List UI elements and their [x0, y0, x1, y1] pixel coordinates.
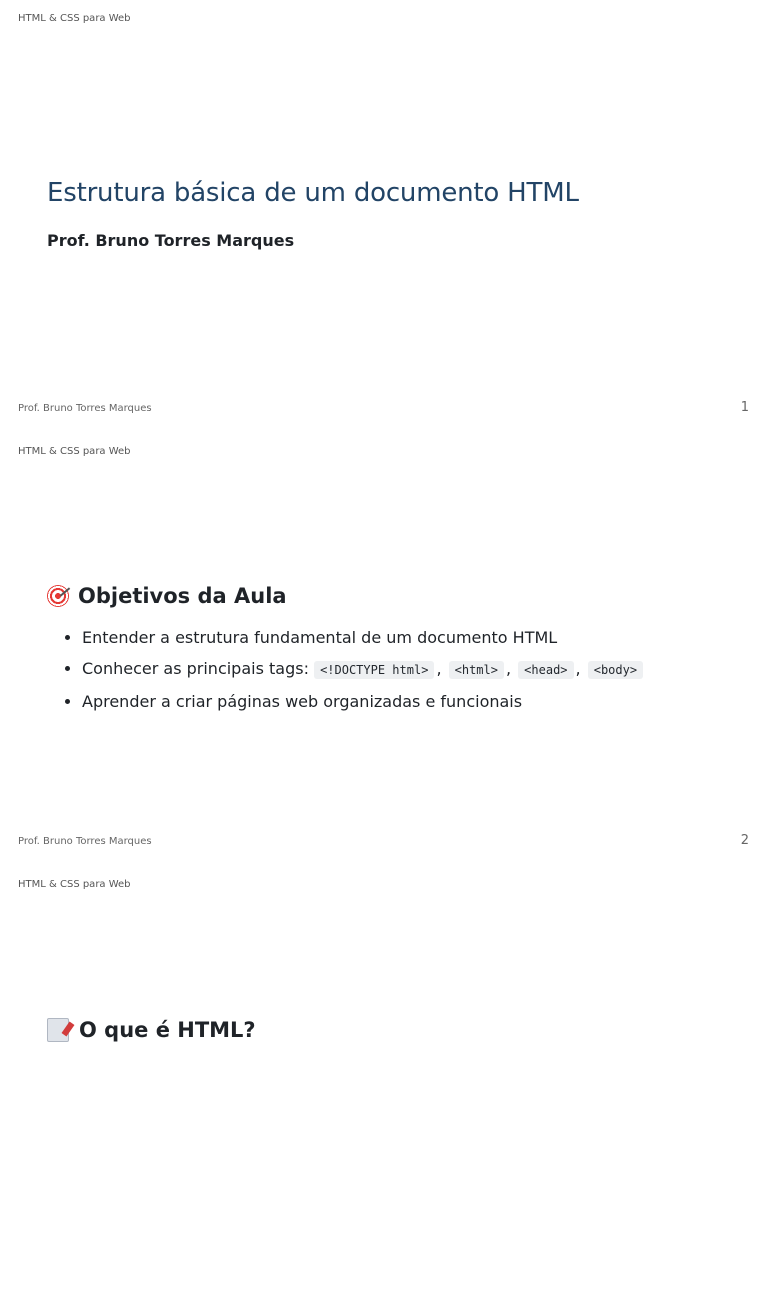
tag-list: <!DOCTYPE html> , <html> , <head> , <body>: [314, 659, 643, 678]
slide-subtitle: Prof. Bruno Torres Marques: [47, 231, 295, 250]
slide-title: O que é HTML?: [47, 1018, 256, 1042]
slide-title: Objetivos da Aula: [47, 584, 287, 608]
slide-header: HTML & CSS para Web: [18, 879, 131, 890]
code-tag-head: <head>: [518, 661, 573, 679]
objectives-list: [60, 626, 643, 721]
list-item: • Entender a estrutura fundamental de um documento HTML: [82, 626, 643, 649]
slide-3: [0, 866, 768, 1299]
document-icon: [47, 1018, 69, 1042]
page-number: 1: [740, 400, 749, 415]
list-item: • Conhecer as principais tags: <!DOCTYPE html> , <html> , <head> , <body>: [82, 657, 643, 682]
slide-title: Estrutura básica de um documento HTML: [47, 178, 579, 208]
list-item: • Aprender a criar páginas web organizadas e funcionais: [82, 690, 643, 713]
target-icon: [47, 585, 69, 607]
code-tag-doctype: <!DOCTYPE html>: [314, 661, 434, 679]
slide-footer-author: Prof. Bruno Torres Marques: [18, 836, 152, 847]
code-tag-html: <html>: [449, 661, 504, 679]
slide-footer-author: Prof. Bruno Torres Marques: [18, 403, 152, 414]
slide-header: HTML & CSS para Web: [18, 13, 131, 24]
slide-1: [0, 0, 768, 433]
code-tag-body: <body>: [588, 661, 643, 679]
slide-header: HTML & CSS para Web: [18, 446, 131, 457]
page-number: 2: [740, 833, 749, 848]
